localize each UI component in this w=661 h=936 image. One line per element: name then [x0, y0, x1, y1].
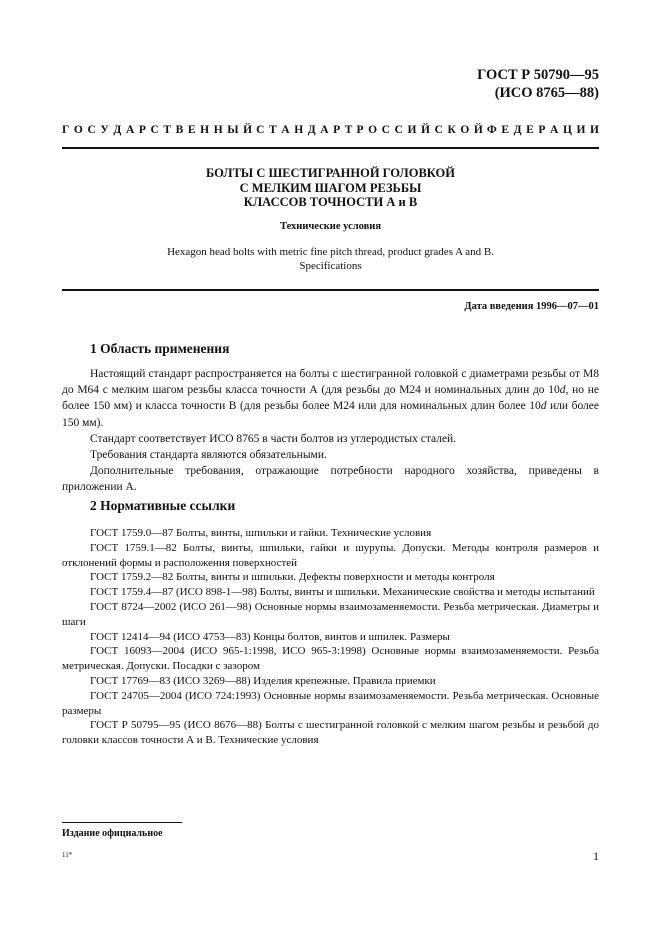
official-edition-label: Издание официальное	[62, 828, 163, 839]
title-line-2: С МЕЛКИМ ШАГОМ РЕЗЬБЫ	[239, 180, 422, 195]
english-title-line-1: Hexagon head bolts with metric fine pitch thread, product grades A and B.	[167, 246, 494, 258]
reference-item: ГОСТ 24705—2004 (ИСО 724:1993) Основные нормы взаимозаменяемости. Резьба метрическая. Основные размеры	[62, 689, 599, 717]
footer-divider	[62, 822, 182, 823]
section-2-heading: 2 Нормативные ссылки	[90, 498, 236, 513]
reference-item: ГОСТ 1759.2—82 Болты, винты и шпильки. Дефекты поверхности и методы контроля	[90, 571, 495, 584]
standard-number: ГОСТ Р 50790—95	[477, 67, 599, 83]
iso-number: (ИСО 8765—88)	[494, 85, 599, 101]
title-divider	[62, 289, 599, 291]
section-1-body	[62, 366, 599, 496]
section-1-paragraph: Стандарт соответствует ИСО 8765 в части болтов из углеродистых сталей.	[90, 432, 457, 445]
title-line-3: КЛАССОВ ТОЧНОСТИ А и В	[243, 195, 418, 209]
state-standard-word: С Т А Н Д А Р Т	[256, 124, 353, 136]
reference-item: ГОСТ 1759.4—87 (ИСО 898-1—98) Болты, винты и шпильки. Механические свойства и методы испытаний	[90, 586, 595, 599]
english-title-line-2: Specifications	[299, 260, 362, 272]
section-1-paragraph: Требования стандарта являются обязательными.	[90, 449, 327, 462]
reference-item: ГОСТ Р 50795—95 (ИСО 8676—88) Болты с шестигранной головкой с мелким шагом резьбы и резьбой до головки классов точности А и В. Технические условия	[62, 719, 599, 747]
state-standard-word: Ф Е Д Е Р А Ц И И	[486, 124, 599, 136]
footnote-mark: 11*	[62, 851, 73, 859]
introduction-date: Дата введения 1996—07—01	[464, 301, 599, 312]
page-number: 1	[593, 849, 599, 863]
reference-item: ГОСТ 1759.1—82 Болты, винты, шпильки, гайки и шурупы. Допуски. Методы контроля размеров и отклонений формы и расположения поверхностей	[62, 541, 599, 569]
reference-item: ГОСТ 17769—83 (ИСО 3269—88) Изделия крепежные. Правила приемки	[90, 674, 436, 687]
english-title	[62, 245, 599, 273]
section-1-paragraph: Настоящий стандарт распространяется на болты с шестигранной головкой с диаметрами резьбы от М8 до М64 с мелким шагом резьбы класса точности А (для резьбы до М24 и номинальных длин до 10d, но не более 150 мм) и класса точности В (для резьбы более М24 или для номинальных длин более 10d или более 150 мм).	[62, 368, 599, 429]
document-title	[62, 166, 599, 210]
standard-code-block	[477, 66, 599, 102]
reference-item: ГОСТ 1759.0—87 Болты, винты, шпильки и гайки. Технические условия	[90, 527, 432, 539]
section-1-paragraph: Дополнительные требования, отражающие потребности народного хозяйства, приведены в приложении А.	[62, 465, 599, 494]
top-divider	[62, 147, 599, 149]
title-line-1: БОЛТЫ С ШЕСТИГРАННОЙ ГОЛОВКОЙ	[206, 166, 455, 180]
document-subtitle: Технические условия	[279, 221, 382, 232]
reference-item: ГОСТ 12414—94 (ИСО 4753—83) Концы болтов, винтов и шпилек. Размеры	[90, 630, 450, 643]
section-1-heading: 1 Область применения	[90, 341, 230, 356]
reference-item: ГОСТ 8724—2002 (ИСО 261—98) Основные нормы взаимозаменяемости. Резьба метрическая. Диаметры и шаги	[62, 600, 599, 628]
normative-references-list	[62, 526, 599, 748]
state-standard-word: Г О С У Д А Р С Т В Е Н Н Ы Й	[62, 124, 253, 136]
state-standard-word: Р О С С И Й С К О Й	[356, 124, 483, 136]
reference-item: ГОСТ 16093—2004 (ИСО 965-1:1998, ИСО 965-3:1998) Основные нормы взаимозаменяемости. Резьба метрическая. Допуски. Посадки с зазором	[62, 645, 599, 673]
state-standard-banner	[62, 124, 599, 140]
